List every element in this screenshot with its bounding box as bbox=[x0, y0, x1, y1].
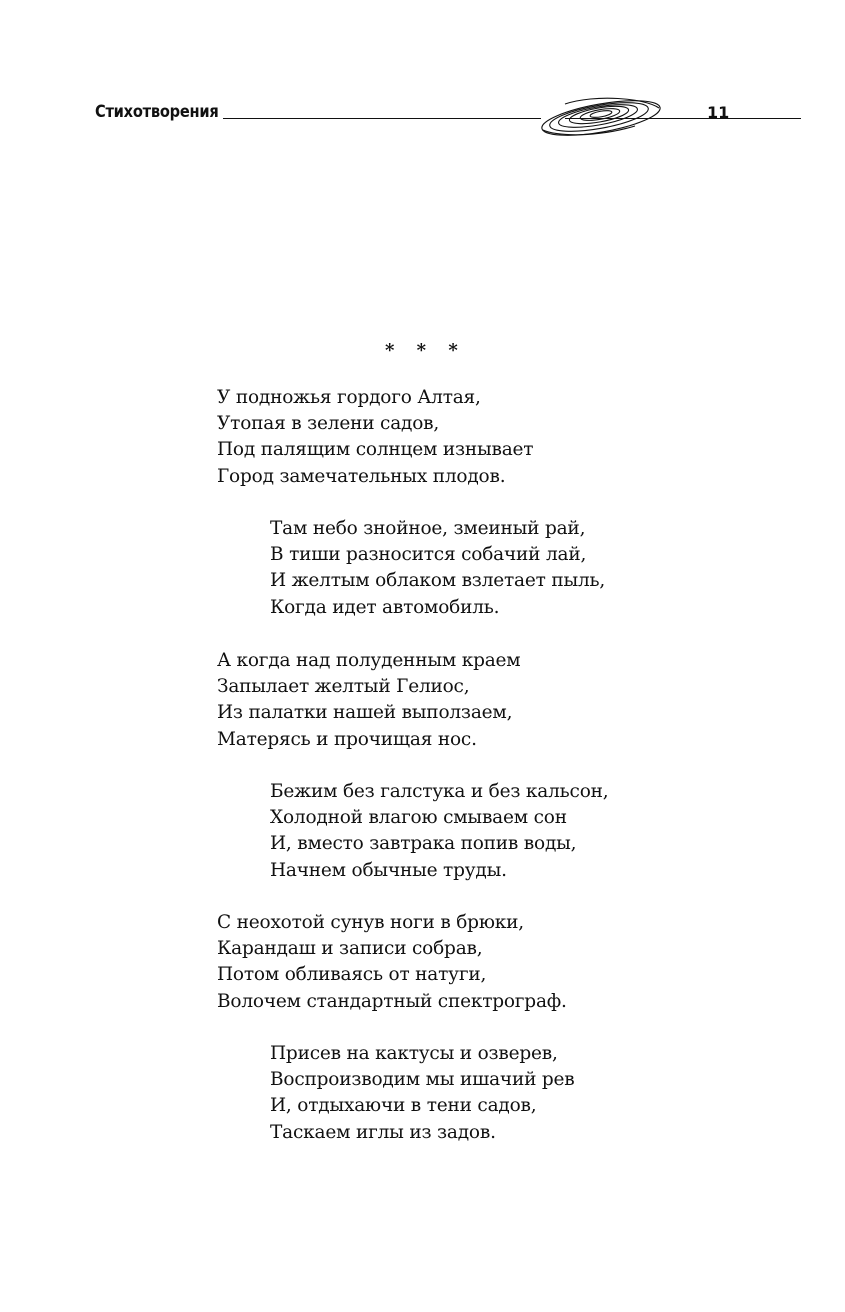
running-header bbox=[95, 96, 735, 136]
poem-line: А когда над полуденным краем bbox=[217, 650, 521, 671]
poem-line: Город замечательных плодов. bbox=[217, 465, 506, 487]
poem-separator: * * * bbox=[385, 340, 466, 361]
poem-line: И, отдыхаючи в тени садов, bbox=[270, 1095, 537, 1117]
page-number: 11 bbox=[707, 103, 730, 122]
header-rule-right bbox=[565, 118, 801, 119]
poem-line: Присев на кактусы и озверев, bbox=[270, 1043, 558, 1064]
poem-line: И, вместо завтрака попив воды, bbox=[270, 833, 577, 855]
stanza-1 bbox=[217, 385, 533, 490]
poem-line: Холодной влагою смываем сон bbox=[270, 807, 567, 829]
poem-line: Волочем стандартный спектрограф. bbox=[217, 990, 567, 1012]
poem-line: Запылает желтый Гелиос, bbox=[217, 676, 470, 698]
poem-line: Потом обливаясь от натуги, bbox=[217, 964, 487, 986]
running-title: Стихотворения bbox=[95, 102, 219, 122]
poem-line: И желтым облаком взлетает пыль, bbox=[270, 570, 606, 592]
poem-line: Из палатки нашей выползаем, bbox=[217, 702, 513, 724]
stanza-3 bbox=[217, 648, 521, 753]
stanza-4 bbox=[270, 779, 608, 884]
poem-line: Таскаем иглы из задов. bbox=[270, 1121, 496, 1143]
poem-line: В тиши разносится собачий лай, bbox=[270, 544, 587, 566]
poem-line: Бежим без галстука и без кальсон, bbox=[270, 781, 609, 802]
header-rule-left bbox=[223, 118, 541, 119]
stanza-2 bbox=[270, 516, 605, 621]
poem-line: Карандаш и записи собрав, bbox=[217, 938, 483, 960]
poem-line: Там небо знойное, змеиный рай, bbox=[270, 518, 586, 539]
poem-line: Когда идет автомобиль. bbox=[270, 596, 500, 618]
stanza-6 bbox=[270, 1041, 575, 1146]
poem-line: Под палящим солнцем изнывает bbox=[217, 439, 534, 461]
poem-line: С неохотой сунув ноги в брюки, bbox=[217, 912, 524, 933]
poem-line: Воспроизводим мы ишачий рев bbox=[270, 1069, 575, 1091]
poem-line: Утопая в зелени садов, bbox=[217, 413, 440, 435]
stanza-5 bbox=[217, 910, 567, 1015]
poem-line: Матерясь и прочищая нос. bbox=[217, 728, 477, 750]
poem-line: Начнем обычные труды. bbox=[270, 859, 507, 881]
poem-line: У подножья гордого Алтая, bbox=[217, 387, 481, 408]
